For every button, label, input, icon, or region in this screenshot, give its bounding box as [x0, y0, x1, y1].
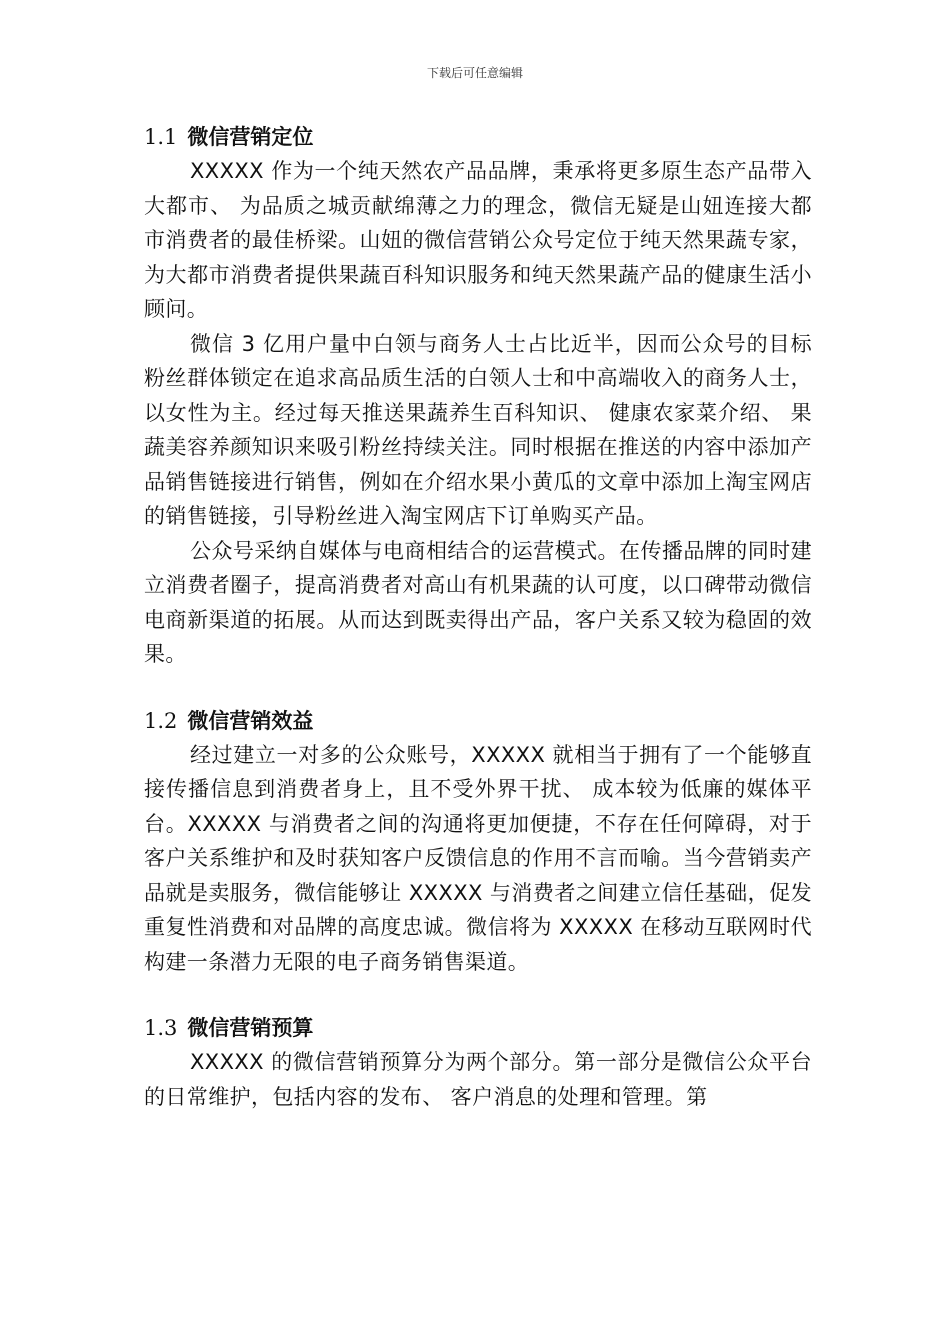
section-heading: [144, 1011, 812, 1045]
section-number: 1.3: [144, 1016, 178, 1040]
paragraph: XXXXX 的微信营销预算分为两个部分。第一部分是微信公众平台的日常维护，包括内容的发布、 客户消息的处理和管理。第: [144, 1050, 812, 1109]
paragraph: 微信 3 亿用户量中白领与商务人士占比近半，因而公众号的目标粉丝群体锁定在追求高品质生活的白领人士和中高端收入的商务人士，以女性为主。经过每天推送果蔬养生百科知识、 健康农家菜介绍、 果蔬美容养颜知识来吸引粉丝持续关注。同时根据在推送的内容中添加产品销售链接进行销售，例如在介绍水果小黄瓜的文章中添加上淘宝网店的销售链接，引导粉丝进入淘宝网店下订单购买产品。: [144, 331, 812, 528]
section-title: 微信营销效益: [187, 708, 314, 733]
section-title: 微信营销预算: [187, 1016, 314, 1040]
section-heading: [144, 120, 812, 154]
paragraph: 经过建立一对多的公众账号，XXXXX 就相当于拥有了一个能够直接传播信息到消费者身上，且不受外界干扰、 成本较为低廉的媒体平台。XXXXX 与消费者之间的沟通将更加便捷，不存在任何障碍，对于客户关系维护和及时获知客户反馈信息的作用不言而喻。当今营销卖产品就是卖服务，微信能够让 XXXXX 与消费者之间建立信任基础，促发重复性消费和对品牌的高度忠诚。微信将为 XXXXX 在移动互联网时代构建一条潜力无限的电子商务销售渠道。: [144, 742, 812, 974]
section-budget: [144, 1011, 812, 1114]
document-body: [144, 120, 812, 1146]
header-note: 下载后可任意编辑: [426, 66, 523, 80]
section-title: 微信营销定位: [187, 125, 314, 149]
paragraph: XXXXX 作为一个纯天然农产品品牌，秉承将更多原生态产品带入大都市、 为品质之城贡献绵薄之力的理念，微信无疑是山妞连接大都市消费者的最佳桥梁。山妞的微信营销公众号定位于纯天然果蔬专家，为大都市消费者提供果蔬百科知识服务和纯天然果蔬产品的健康生活小顾问。: [144, 159, 812, 321]
section-positioning: [144, 120, 812, 672]
section-benefits: [144, 704, 812, 980]
section-number: 1.1: [144, 125, 178, 149]
section-heading: [144, 704, 812, 738]
section-number: 1.2: [144, 708, 178, 733]
paragraph: 公众号采纳自媒体与电商相结合的运营模式。在传播品牌的同时建立消费者圈子，提高消费者对高山有机果蔬的认可度，以口碑带动微信电商新渠道的拓展。从而达到既卖得出产品，客户关系又较为稳固的效果。: [144, 538, 812, 666]
